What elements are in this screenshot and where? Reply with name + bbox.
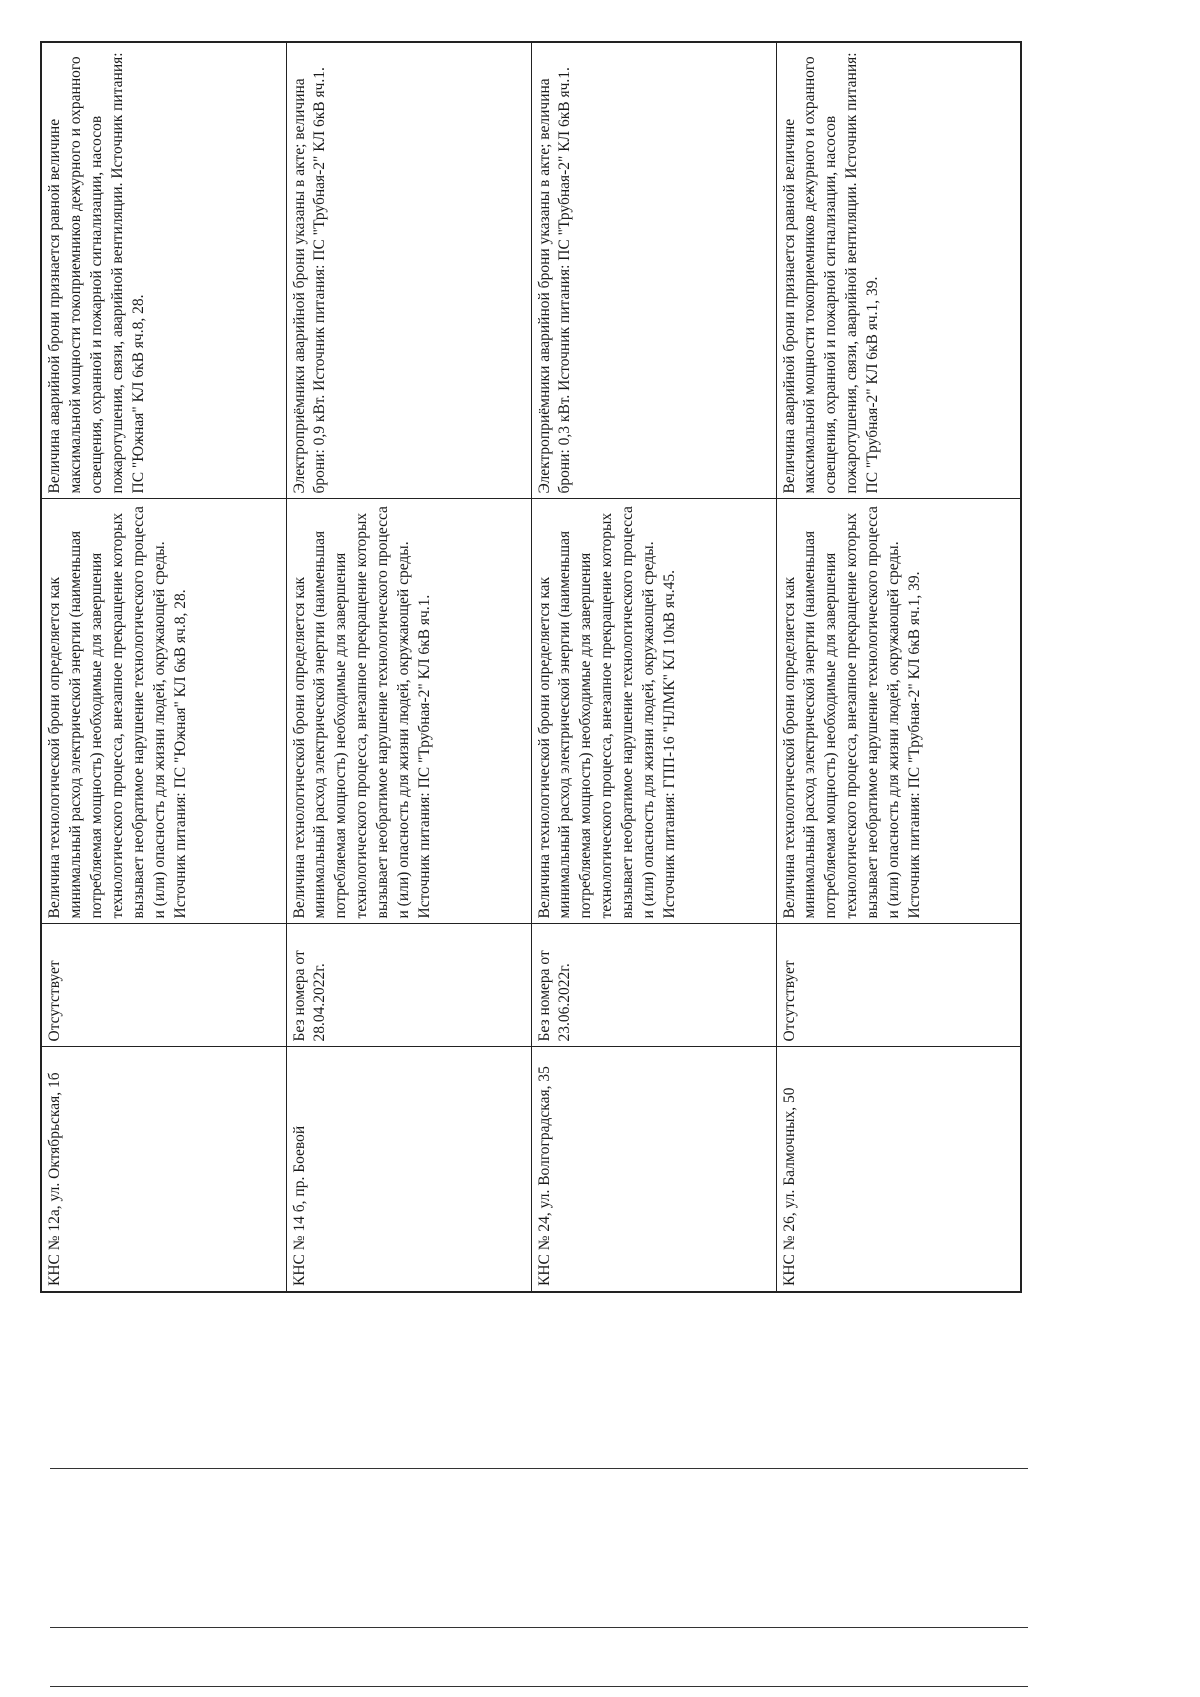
tech-reserve-cell: Величина технологической брони определяется как минимальный расход электрической энергии (наименьшая потребляемая мощность) необходимые для завершения технологического процесса, внезапное прекращение которых вызывает необратимое нарушение технологического процесса и (или) опасность для жизни людей, окружающей среды. Источник питания: ПС "Южная" КЛ 6кВ яч.8, 28. — [41, 499, 286, 924]
act-cell: Без номера от 23.06.2022г. — [531, 924, 776, 1047]
object-name-cell: КНС № 14 б, пр. Боевой — [286, 1047, 531, 1292]
object-name-cell: КНС № 24, ул. Волгоградская, 35 — [531, 1047, 776, 1292]
tech-reserve-cell: Величина технологической брони определяется как минимальный расход электрической энергии (наименьшая потребляемая мощность) необходимые для завершения технологического процесса, внезапное прекращение которых вызывает необратимое нарушение технологического процесса и (или) опасность для жизни людей, окружающей среды. Источник питания: ПС "Трубная-2" КЛ 6кВ яч.1. — [286, 499, 531, 924]
rule-line — [50, 1468, 1028, 1469]
object-name-cell: КНС № 12а, ул. Октябрьская, 1б — [41, 1047, 286, 1292]
emergency-reserve-cell: Величина аварийной брони признается равной величине максимальной мощности токоприемников дежурного и охранного освещения, охранной и пожарной сигнализации, насосов пожаротушения, связи, аварийной вентиляции. Источник питания: ПС "Южная" КЛ 6кВ яч.8, 28. — [41, 42, 286, 499]
rotated-table-container — [40, 43, 1020, 1293]
reserve-table — [40, 41, 1022, 1293]
rule-line — [50, 1686, 1028, 1687]
table-row — [286, 42, 531, 1292]
act-cell: Без номера от 28.04.2022г. — [286, 924, 531, 1047]
object-name-cell: КНС № 26, ул. Балмочных, 50 — [776, 1047, 1021, 1292]
act-cell: Отсутствует — [41, 924, 286, 1047]
emergency-reserve-cell: Электроприёмники аварийной брони указаны в акте; величина брони: 0,9 кВт. Источник питания: ПС "Трубная-2" КЛ 6кВ яч.1. — [286, 42, 531, 499]
tech-reserve-cell: Величина технологической брони определяется как минимальный расход электрической энергии (наименьшая потребляемая мощность) необходимые для завершения технологического процесса, внезапное прекращение которых вызывает необратимое нарушение технологического процесса и (или) опасность для жизни людей, окружающей среды. Источник питания: ГПП-16 "НЛМК" КЛ 10кВ яч.45. — [531, 499, 776, 924]
table-row — [531, 42, 776, 1292]
tech-reserve-cell: Величина технологической брони определяется как минимальный расход электрической энергии (наименьшая потребляемая мощность) необходимые для завершения технологического процесса, внезапное прекращение которых вызывает необратимое нарушение технологического процесса и (или) опасность для жизни людей, окружающей среды. Источник питания: ПС "Трубная-2" КЛ 6кВ яч.1, 39. — [776, 499, 1021, 924]
act-cell: Отсутствует — [776, 924, 1021, 1047]
rule-line — [50, 1627, 1028, 1628]
table-row — [41, 42, 286, 1292]
table-row — [776, 42, 1021, 1292]
emergency-reserve-cell: Электроприёмники аварийной брони указаны в акте; величина брони: 0,3 кВт. Источник питания: ПС "Трубная-2" КЛ 6кВ яч.1. — [531, 42, 776, 499]
emergency-reserve-cell: Величина аварийной брони признается равной величине максимальной мощности токоприемников дежурного и охранного освещения, охранной и пожарной сигнализации, насосов пожаротушения, связи, аварийной вентиляции. Источник питания: ПС "Трубная-2" КЛ 6кВ яч.1, 39. — [776, 42, 1021, 499]
